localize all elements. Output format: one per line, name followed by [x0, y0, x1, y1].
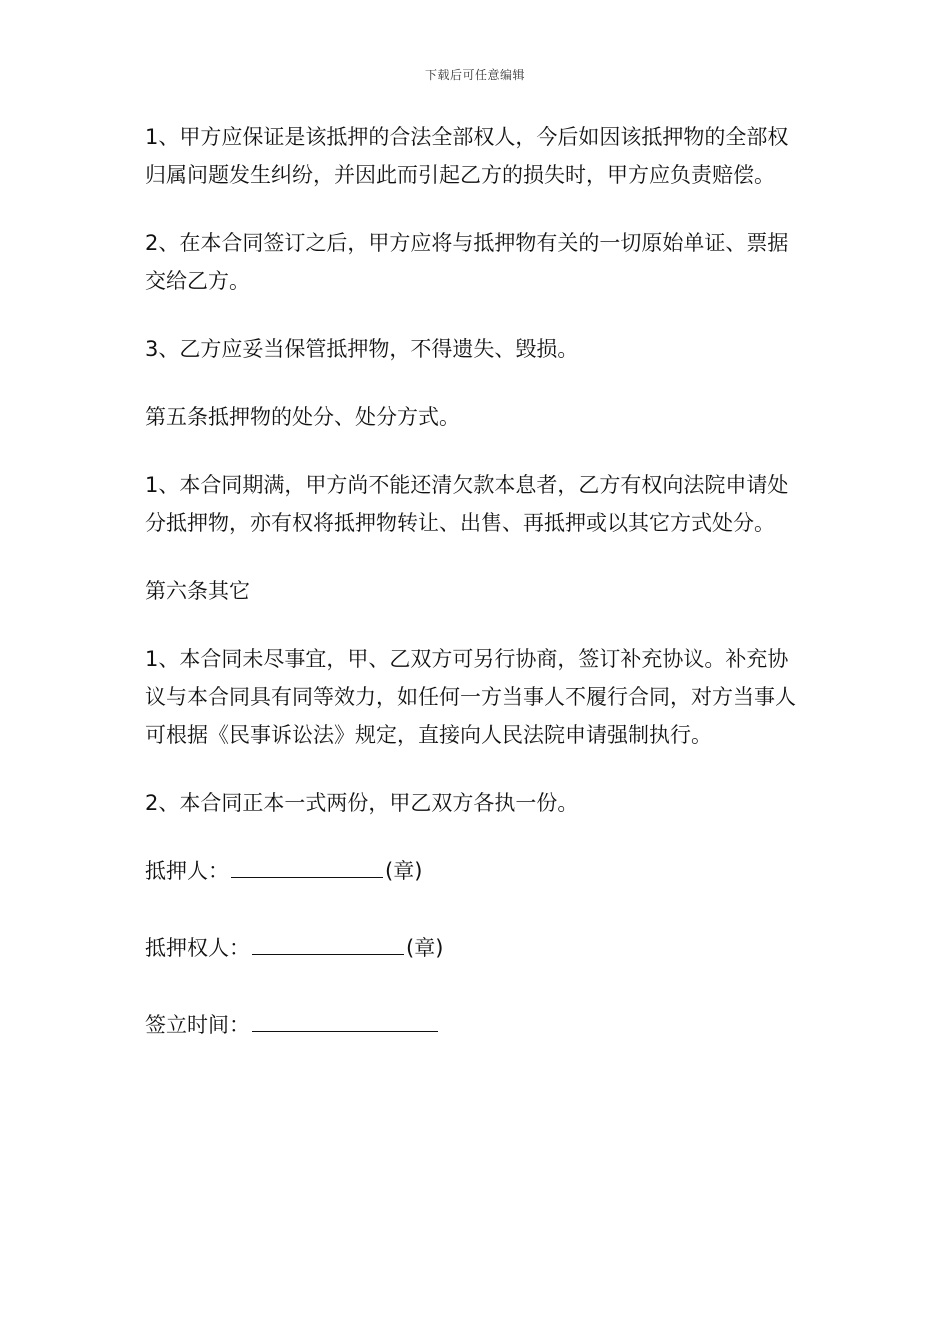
clause-paragraph: 2、在本合同签订之后，甲方应将与抵押物有关的一切原始单证、票据交给乙方。: [145, 231, 789, 293]
mortgagor-label: 抵押人：: [145, 859, 229, 883]
mortgagee-signature-line: [145, 929, 807, 967]
clause-paragraph: 1、本合同期满，甲方尚不能还清欠款本息者，乙方有权向法院申请处分抵押物，亦有权将抵押物转让、出售、再抵押或以其它方式处分。: [145, 473, 789, 535]
date-signature-line: [145, 1006, 807, 1044]
clause-paragraph: 1、本合同未尽事宜，甲、乙双方可另行协商，签订补充协议。补充协议与本合同具有同等效力，如任何一方当事人不履行合同，对方当事人可根据《民事诉讼法》规定，直接向人民法院申请强制执行。: [145, 647, 796, 747]
mortgagee-blank[interactable]: [252, 932, 404, 955]
mortgagor-blank[interactable]: [231, 855, 383, 878]
header-note: 下载后可任意编辑: [424, 68, 525, 82]
mortgagor-signature-line: [145, 852, 807, 890]
section-heading: 第六条其它: [145, 579, 250, 603]
mortgagor-seal-label: (章): [385, 859, 423, 883]
date-label: 签立时间：: [145, 1013, 250, 1037]
date-blank[interactable]: [252, 1009, 438, 1032]
section-heading: 第五条抵押物的处分、处分方式。: [145, 405, 460, 429]
clause-paragraph: 2、本合同正本一式两份，甲乙双方各执一份。: [145, 791, 579, 815]
document-body: [145, 118, 807, 1083]
mortgagee-seal-label: (章): [406, 936, 444, 960]
mortgagee-label: 抵押权人：: [145, 936, 250, 960]
clause-paragraph: 1、甲方应保证是该抵押的合法全部权人，今后如因该抵押物的全部权归属问题发生纠纷，并因此而引起乙方的损失时，甲方应负责赔偿。: [145, 125, 789, 187]
clause-paragraph: 3、乙方应妥当保管抵押物，不得遗失、毁损。: [145, 337, 579, 361]
